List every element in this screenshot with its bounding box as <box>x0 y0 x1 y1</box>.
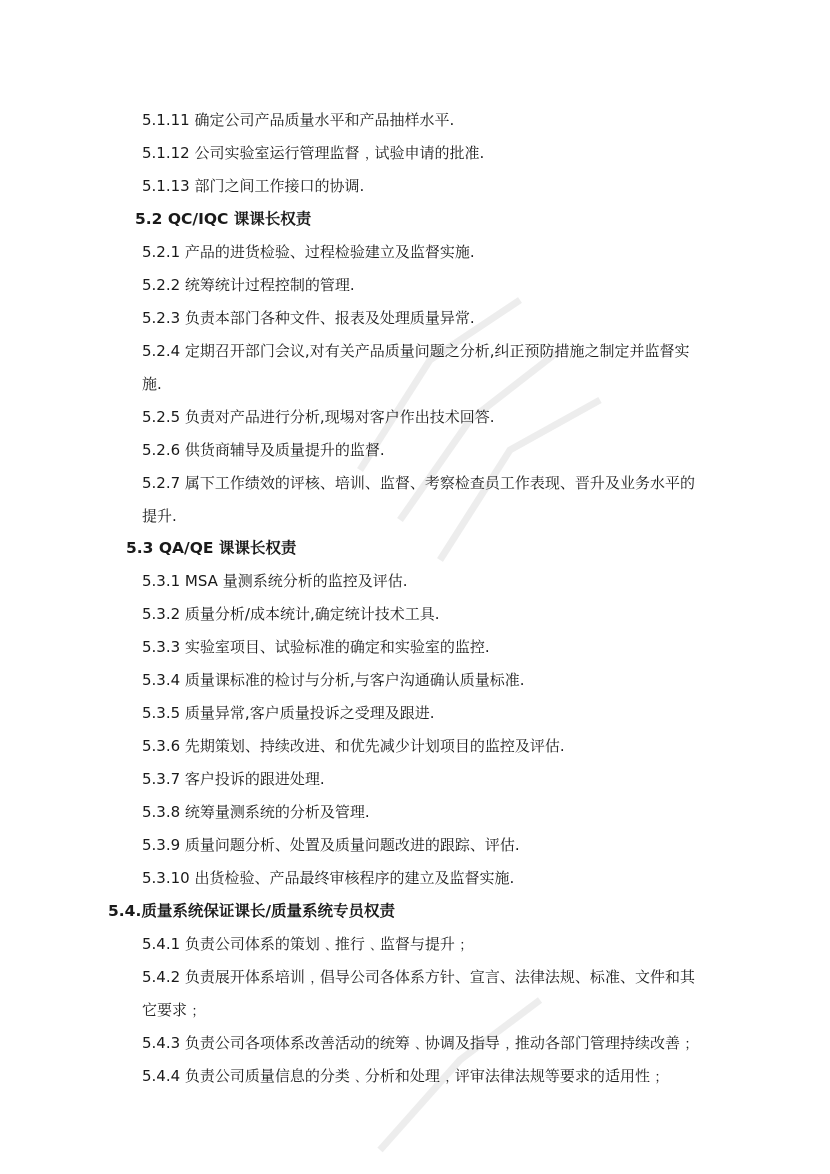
clause-5-3-10: 5.3.10 出货检验、产品最终审核程序的建立及监督实施. <box>142 869 515 887</box>
heading-5-4: 5.4.质量系统保证课长/质量系统专员权责 <box>108 902 396 920</box>
clause-5-1-11: 5.1.11 确定公司产品质量水平和产品抽样水平. <box>142 111 455 129</box>
clause-5-1-12: 5.1.12 公司实验室运行管理监督﹐试验申请的批准. <box>142 144 485 162</box>
clause-5-2-3: 5.2.3 负责本部门各种文件、报表及处理质量异常. <box>142 309 475 327</box>
clause-5-3-9: 5.3.9 质量问题分析、处置及质量问题改进的跟踪、评估. <box>142 836 520 854</box>
clause-5-3-6: 5.3.6 先期策划、持续改进、和优先减少计划项目的监控及评估. <box>142 737 565 755</box>
clause-5-4-2: 5.4.2 负责展开体系培训﹐倡导公司各体系方针、宣言、法律法规、标准、文件和其 <box>142 968 695 986</box>
clause-5-4-2-cont: 它要求﹔ <box>142 1001 203 1019</box>
clause-5-2-1: 5.2.1 产品的进货检验、过程检验建立及监督实施. <box>142 243 475 261</box>
heading-5-2: 5.2 QC/IQC 课课长权责 <box>135 210 312 228</box>
clause-5-3-2: 5.3.2 质量分析/成本统计,确定统计技术工具. <box>142 605 440 623</box>
clause-5-2-2: 5.2.2 统筹统计过程控制的管理. <box>142 276 355 294</box>
clause-5-3-4: 5.3.4 质量课标准的检讨与分析,与客户沟通确认质量标准. <box>142 671 525 689</box>
clause-5-3-5: 5.3.5 质量异常,客户质量投诉之受理及跟进. <box>142 704 435 722</box>
clause-5-3-8: 5.3.8 统筹量测系统的分析及管理. <box>142 803 370 821</box>
clause-5-2-7: 5.2.7 属下工作绩效的评核、培训、监督、考察检查员工作表现、晋升及业务水平的 <box>142 474 695 492</box>
clause-5-3-3: 5.3.3 实验室项目、试验标准的确定和实验室的监控. <box>142 638 490 656</box>
clause-5-2-4-cont: 施. <box>142 375 162 393</box>
clause-5-4-4: 5.4.4 负责公司质量信息的分类﹑分析和处理﹐评审法律法规等要求的适用性﹔ <box>142 1067 665 1085</box>
clause-5-2-5: 5.2.5 负责对产品进行分析,现埸对客户作出技术回答. <box>142 408 495 426</box>
clause-5-2-7-cont: 提升. <box>142 507 177 525</box>
clause-5-1-13: 5.1.13 部门之间工作接口的协调. <box>142 177 365 195</box>
clause-5-3-7: 5.3.7 客户投诉的跟进处理. <box>142 770 325 788</box>
clause-5-4-3: 5.4.3 负责公司各项体系改善活动的统筹﹑协调及指导﹐推动各部门管理持续改善﹔ <box>142 1034 695 1052</box>
clause-5-2-6: 5.2.6 供货商辅导及质量提升的监督. <box>142 441 385 459</box>
clause-5-2-4: 5.2.4 定期召开部门会议,对有关产品质量问题之分析,纠正预防措施之制定并监督实 <box>142 342 690 360</box>
clause-5-3-1: 5.3.1 MSA 量测系统分析的监控及评估. <box>142 572 408 590</box>
heading-5-3: 5.3 QA/QE 课课长权责 <box>126 539 297 557</box>
clause-5-4-1: 5.4.1 负责公司体系的策划﹑推行﹑监督与提升﹔ <box>142 935 470 953</box>
